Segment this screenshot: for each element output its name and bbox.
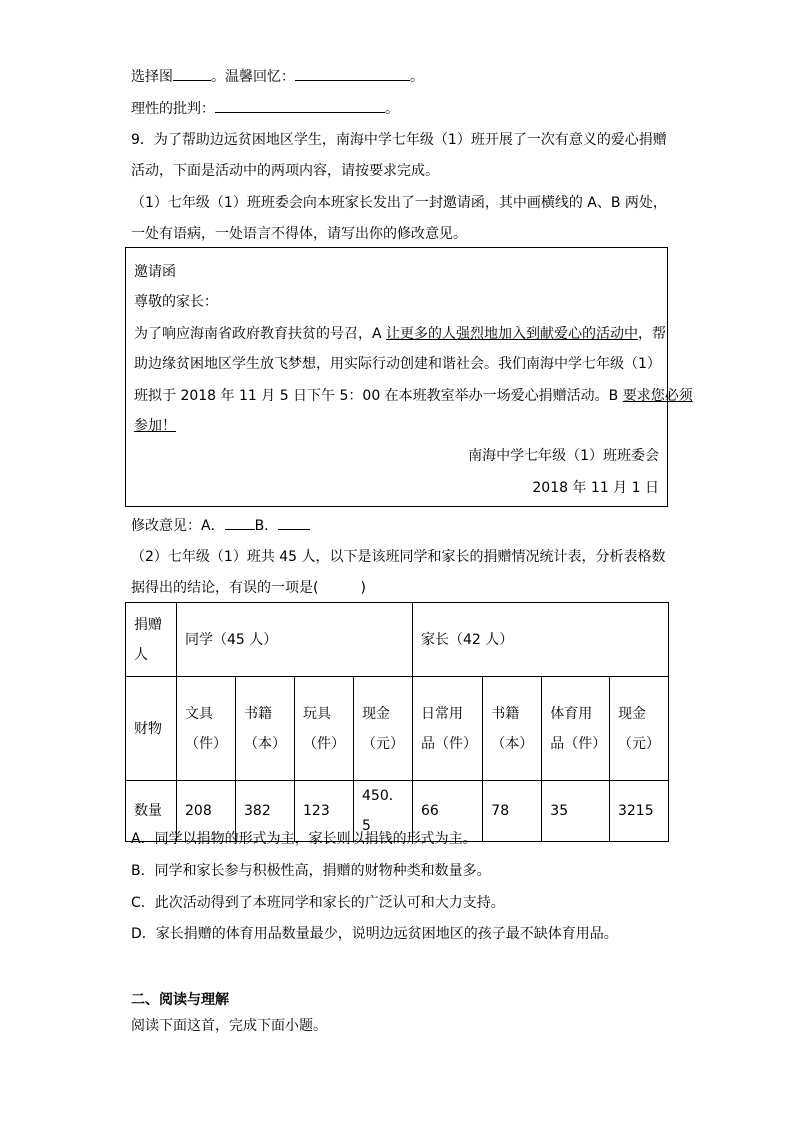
underlined-sentence-b: 要求您必须 xyxy=(622,388,693,404)
option-d[interactable]: D．家长捐赠的体育用品数量最少，说明边远贫困地区的孩子最不缺体育用品。 xyxy=(131,926,618,942)
option-a[interactable]: A．同学以捐物的形式为主，家长则以捐钱的形式为主。 xyxy=(131,831,477,847)
table-row-items xyxy=(126,677,669,781)
donation-table xyxy=(125,602,669,842)
letter-paragraph-line xyxy=(134,386,693,406)
invitation-letter-box xyxy=(125,247,693,507)
table-cell: 450．5 xyxy=(354,781,413,842)
revise-label: 修改意见：A． xyxy=(131,518,225,534)
fill-mid: 。温馨回忆： xyxy=(211,69,295,85)
table-cell: 体育用品（件） xyxy=(542,677,610,781)
fill-end: 。 xyxy=(410,69,424,85)
fill-line-2 xyxy=(131,98,399,119)
letter-paragraph-line xyxy=(134,324,666,344)
letter-greeting: 尊敬的家长： xyxy=(134,294,218,310)
table-cell: 35 xyxy=(542,781,610,842)
row-label: 数量 xyxy=(126,781,177,842)
sub-question-2-line-2: 据得出的结论，有误的一项是( ) xyxy=(131,580,366,596)
fill-end: 。 xyxy=(385,101,399,117)
sub-question-1-line-1: （1）七年级（1）班班委会向本班家长发出了一封邀请函，其中画横线的 A、B 两处， xyxy=(131,195,667,211)
table-cell: 66 xyxy=(413,781,483,842)
underlined-sentence-a: 让更多的人强烈地加入到献爱心的活动中 xyxy=(386,326,639,342)
answer-blank-b[interactable] xyxy=(278,515,310,530)
table-header-row xyxy=(126,603,669,677)
fill-line-1 xyxy=(131,66,424,87)
answer-blank[interactable] xyxy=(173,66,211,81)
revise-line xyxy=(131,515,310,536)
table-cell: 123 xyxy=(295,781,354,842)
question-9-line-1: 9．为了帮助边远贫困地区学生，南海中学七年级（1）班开展了一次有意义的爱心捐赠 xyxy=(131,132,667,148)
letter-paragraph-line xyxy=(134,416,176,436)
letter-text: ，帮 xyxy=(638,326,667,342)
header-parents: 家长（42 人） xyxy=(413,603,669,677)
question-9-line-2: 活动，下面是活动中的两项内容，请按要求完成。 xyxy=(131,163,439,179)
answer-blank[interactable] xyxy=(295,66,410,81)
header-students: 同学（45 人） xyxy=(177,603,413,677)
revise-b-label: B． xyxy=(254,518,279,534)
section-2-instruction: 阅读下面这首，完成下面小题。 xyxy=(131,1018,327,1034)
letter-title: 邀请函 xyxy=(134,264,176,280)
answer-blank[interactable] xyxy=(215,98,385,113)
table-cell: 书籍（本） xyxy=(236,677,295,781)
sub-question-1-line-2: 一处有语病，一处语言不得体，请写出你的修改意见。 xyxy=(131,226,467,242)
table-cell: 书籍（本） xyxy=(483,677,542,781)
underlined-sentence-b-cont: 参加！ xyxy=(134,418,176,434)
table-cell: 208 xyxy=(177,781,236,842)
table-cell: 文具（件） xyxy=(177,677,236,781)
table-cell: 382 xyxy=(236,781,295,842)
letter-date: 2018 年 11 月 1 日 xyxy=(532,480,659,496)
table-cell: 玩具（件） xyxy=(295,677,354,781)
table-cell: 现金（元） xyxy=(609,677,668,781)
letter-text: 为了响应海南省政府教育扶贫的号召，A xyxy=(134,326,387,342)
header-donor: 捐赠人 xyxy=(126,603,177,677)
answer-blank-a[interactable] xyxy=(225,515,255,530)
section-2-title: 二、阅读与理解 xyxy=(131,992,229,1008)
letter-text: 班拟于 2018 年 11 月 5 日下午 5：00 在本班教室举办一场爱心捐赠活动。B xyxy=(134,388,623,404)
table-cell: 78 xyxy=(483,781,542,842)
option-c[interactable]: C．此次活动得到了本班同学和家长的广泛认可和大力支持。 xyxy=(131,895,505,911)
sub-question-2-line-1: （2）七年级（1）班共 45 人，以下是该班同学和家长的捐赠情况统计表，分析表格数 xyxy=(131,549,666,565)
letter-paragraph-line: 助边缘贫困地区学生放飞梦想，用实际行动创建和谐社会。我们南海中学七年级（1） xyxy=(134,356,661,372)
table-cell: 日常用品（件） xyxy=(413,677,483,781)
fill-prefix: 选择图 xyxy=(131,69,173,85)
table-cell: 3215 xyxy=(609,781,668,842)
table-cell: 现金（元） xyxy=(354,677,413,781)
option-b[interactable]: B．同学和家长参与积极性高，捐赠的财物种类和数量多。 xyxy=(131,863,491,879)
row-label: 财物 xyxy=(126,677,177,781)
letter-signature: 南海中学七年级（1）班班委会 xyxy=(468,448,659,464)
fill-prefix: 理性的批判： xyxy=(131,101,215,117)
